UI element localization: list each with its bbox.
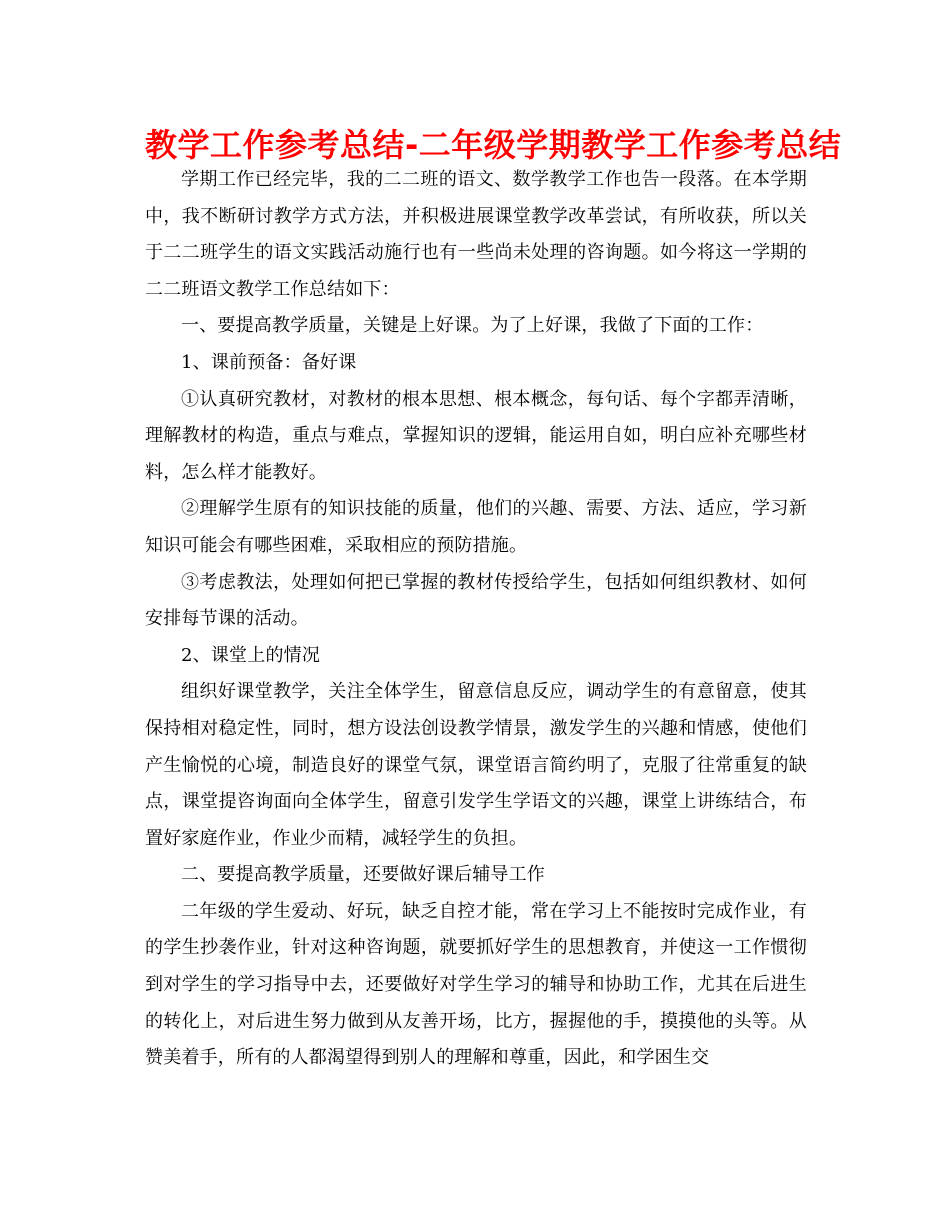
paragraph-classroom: 组织好课堂教学，关注全体学生，留意信息反应，调动学生的有意留意，使其保持相对稳定性，同时，想方设法创设教学情景，激发学生的兴趣和情感，使他们产生愉悦的心境，制造良好的课堂气氛，课堂语言简约明了，克服了往常重复的缺点，课堂提咨询面向全体学生，留意引发学生学语文的兴趣，课堂上讲练结合，布置好家庭作业，作业少而精，减轻学生的负担。 [145,681,807,849]
paragraph-tutoring: 二年级的学生爱动、好玩，缺乏自控才能，常在学习上不能按时完成作业，有的学生抄袭作业，针对这种咨询题，就要抓好学生的思想教育，并使这一工作惯彻到对学生的学习指导中去，还要做好对学生学习的辅导和协助工作，尤其在后进生的转化上，对后进生努力做到从友善开场，比方，握握他的手，摸摸他的头等。从赞美着手，所有的人都渴望得到别人的理解和尊重，因此，和学困生交 [145,900,807,1069]
document-body [145,162,807,1077]
paragraph-item-3: ③考虑教法，处理如何把已掌握的教材传授给学生，包括如何组织教材、如何安排每节课的活动。 [145,571,807,630]
paragraph-subsection-2-heading: 2、课堂上的情况 [181,644,321,666]
paragraph-item-1: ①认真研究教材，对教材的根本思想、根本概念，每句话、每个字都弄清晰，理解教材的构造，重点与难点，掌握知识的逻辑，能运用自如，明白应补充哪些材料，怎么样才能教好。 [145,388,807,483]
document-title: 教学工作参考总结-二年级学期教学工作参考总结 [145,126,842,164]
paragraph-item-2: ②理解学生原有的知识技能的质量，他们的兴趣、需要、方法、适应，学习新知识可能会有哪些困难，采取相应的预防措施。 [145,498,807,556]
paragraph-section-two-heading: 二、要提高教学质量，还要做好课后辅导工作 [181,864,545,886]
paragraph-subsection-1-heading: 1、课前预备：备好课 [181,351,357,373]
paragraph-section-one-heading: 一、要提高教学质量，关键是上好课。为了上好课，我做了下面的工作： [181,315,764,337]
paragraph-intro: 学期工作已经完毕，我的二二班的语文、数学教学工作也告一段落。在本学期中，我不断研讨教学方式方法，并积极进展课堂教学改革尝试，有所收获，所以关于二二班学生的语文实践活动施行也有一些尚未处理的咨询题。如今将这一学期的二二班语文教学工作总结如下： [145,169,807,300]
